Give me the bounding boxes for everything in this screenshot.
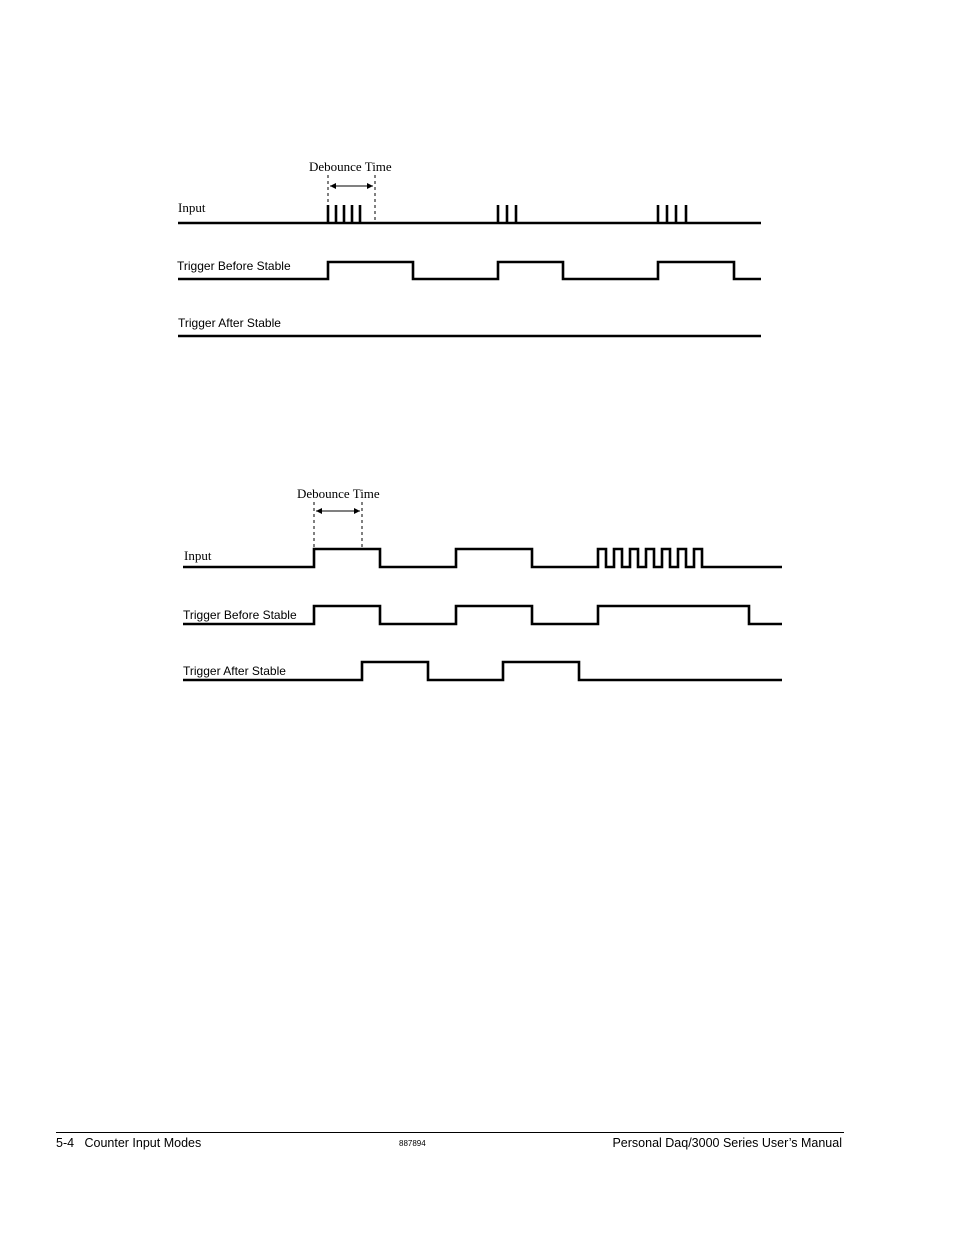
debounce-time-label: Debounce Time (309, 159, 392, 174)
debounce-arrow (330, 183, 373, 189)
trigger-before-stable-label: Trigger Before Stable (177, 259, 291, 273)
footer-manual-title: Personal Daq/3000 Series User’s Manual (612, 1136, 842, 1150)
footer-doc-number: 887894 (399, 1139, 426, 1148)
footer-section: 5-4 Counter Input Modes (56, 1136, 202, 1150)
footer-rule (56, 1132, 844, 1133)
input-signal (178, 205, 761, 223)
debounce-time-label: Debounce Time (297, 486, 380, 501)
trigger-after-stable-label: Trigger After Stable (178, 316, 281, 330)
timing-diagram-1 (0, 150, 954, 350)
input-label: Input (184, 548, 212, 563)
trigger-after-stable-label: Trigger After Stable (183, 664, 286, 678)
debounce-arrow (316, 508, 360, 514)
input-signal (183, 549, 782, 567)
timing-diagram-2 (0, 480, 954, 690)
input-label: Input (178, 200, 206, 215)
trigger-before-stable-label: Trigger Before Stable (183, 608, 297, 622)
